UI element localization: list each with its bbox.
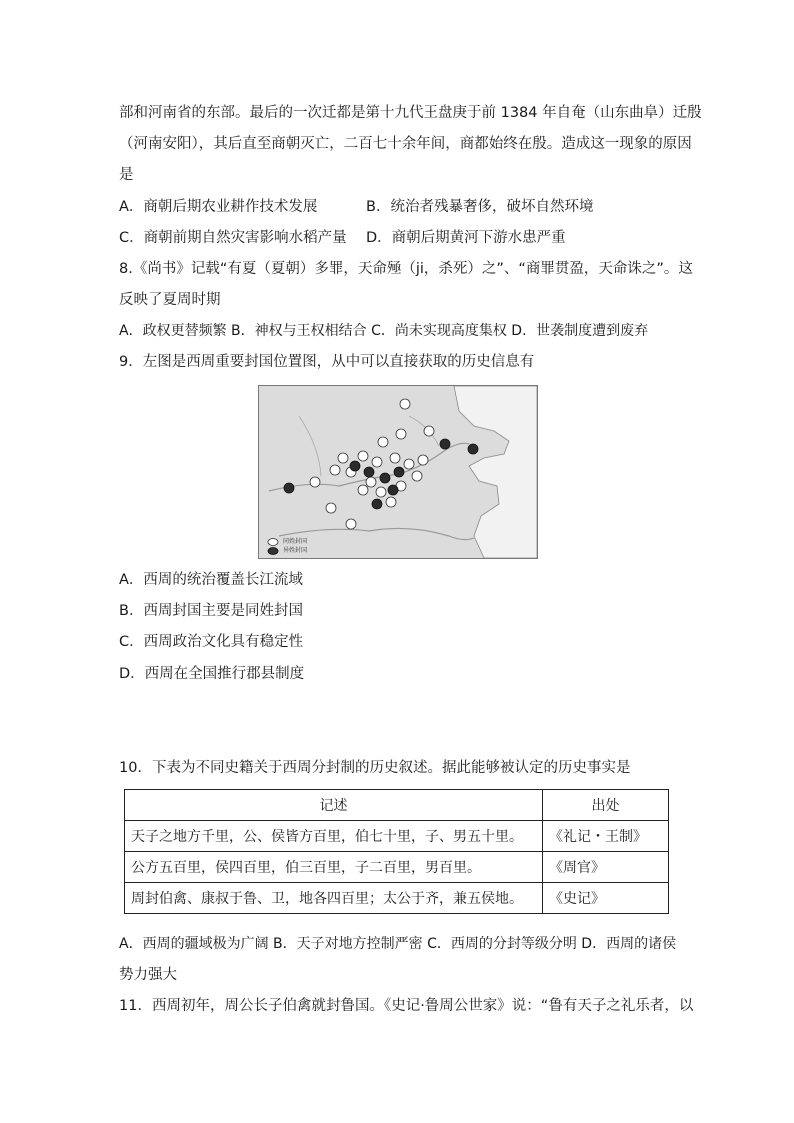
source-cell: 《史记》 bbox=[543, 883, 669, 914]
feudal-states-map bbox=[258, 385, 538, 559]
q9-option-b: B．西周封国主要是同姓封国 bbox=[119, 603, 303, 619]
map-legend bbox=[268, 539, 278, 555]
record-cell: 周封伯禽、康叔于鲁、卫，地各四百里；太公于齐，兼五侯地。 bbox=[125, 883, 543, 914]
q7-option-a: A．商朝后期农业耕作技术发展 bbox=[119, 199, 318, 215]
q9-stem: 9．左图是西周重要封国位置图，从中可以直接获取的历史信息有 bbox=[119, 354, 535, 370]
q9-option-a: A．西周的统治覆盖长江流域 bbox=[119, 572, 303, 588]
intro-line-3: 是 bbox=[119, 167, 134, 183]
intro-line-2: （河南安阳），其后直至商朝灭亡，二百七十余年间，商都始终在殷。造成这一现象的原因 bbox=[119, 136, 692, 152]
table-header-row bbox=[125, 790, 669, 821]
source-cell: 《礼记・王制》 bbox=[543, 821, 669, 852]
q8-stem-line-2: 反映了夏周时期 bbox=[119, 292, 221, 308]
q9-option-c: C．西周政治文化具有稳定性 bbox=[119, 634, 304, 650]
history-sources-table bbox=[124, 789, 669, 914]
q8-options: A．政权更替频繁 B．神权与王权相结合 C．尚未实现高度集权 D．世袭制度遭到废弃 bbox=[119, 323, 649, 339]
q11-stem-line-1: 11．西周初年，周公长子伯禽就封鲁国。《史记·鲁周公世家》说：“鲁有天子之礼乐者，以 bbox=[119, 998, 694, 1014]
q9-option-d: D．西周在全国推行郡县制度 bbox=[119, 666, 305, 682]
q7-option-b: B．统治者残暴奢侈，破坏自然环境 bbox=[366, 199, 594, 215]
intro-line-1: 部和河南省的东部。最后的一次迁都是第十九代王盘庚于前 1384 年自奄（山东曲阜）迁殷 bbox=[119, 105, 702, 121]
map-legend-labels bbox=[283, 537, 307, 555]
legend-different-surname: 异姓封国 bbox=[283, 547, 308, 554]
map-graphic bbox=[259, 386, 537, 558]
table-row bbox=[125, 883, 669, 914]
q7-option-d: D．商朝后期黄河下游水患严重 bbox=[366, 230, 566, 246]
table-row bbox=[125, 852, 669, 883]
q8-stem-line-1: 8.《尚书》记载“有夏（夏朝）多罪，天命殛（ji，杀死）之”、“商罪贯盈，天命诛之”。这 bbox=[119, 261, 693, 277]
header-record: 记述 bbox=[125, 790, 543, 821]
q7-option-c: C．商朝前期自然灾害影响水稻产量 bbox=[119, 230, 347, 246]
record-cell: 公方五百里，侯四百里，伯三百里，子二百里，男百里。 bbox=[125, 852, 543, 883]
legend-same-surname: 同姓封国 bbox=[283, 538, 308, 545]
q10-stem: 10．下表为不同史籍关于西周分封制的历史叙述。据此能够被认定的历史事实是 bbox=[119, 760, 631, 776]
q10-options-line-2: 势力强大 bbox=[119, 967, 177, 983]
q10-options-line-1: A．西周的疆域极为广阔 B．天子对地方控制严密 C．西周的分封等级分明 D．西周的诸侯 bbox=[119, 936, 677, 952]
record-cell: 天子之地方千里，公、侯皆方百里，伯七十里，子、男五十里。 bbox=[125, 821, 543, 852]
source-cell: 《周官》 bbox=[543, 852, 669, 883]
different-surname-markers bbox=[284, 439, 478, 509]
same-surname-markers bbox=[310, 399, 434, 529]
header-source: 出处 bbox=[543, 790, 669, 821]
table-row bbox=[125, 821, 669, 852]
